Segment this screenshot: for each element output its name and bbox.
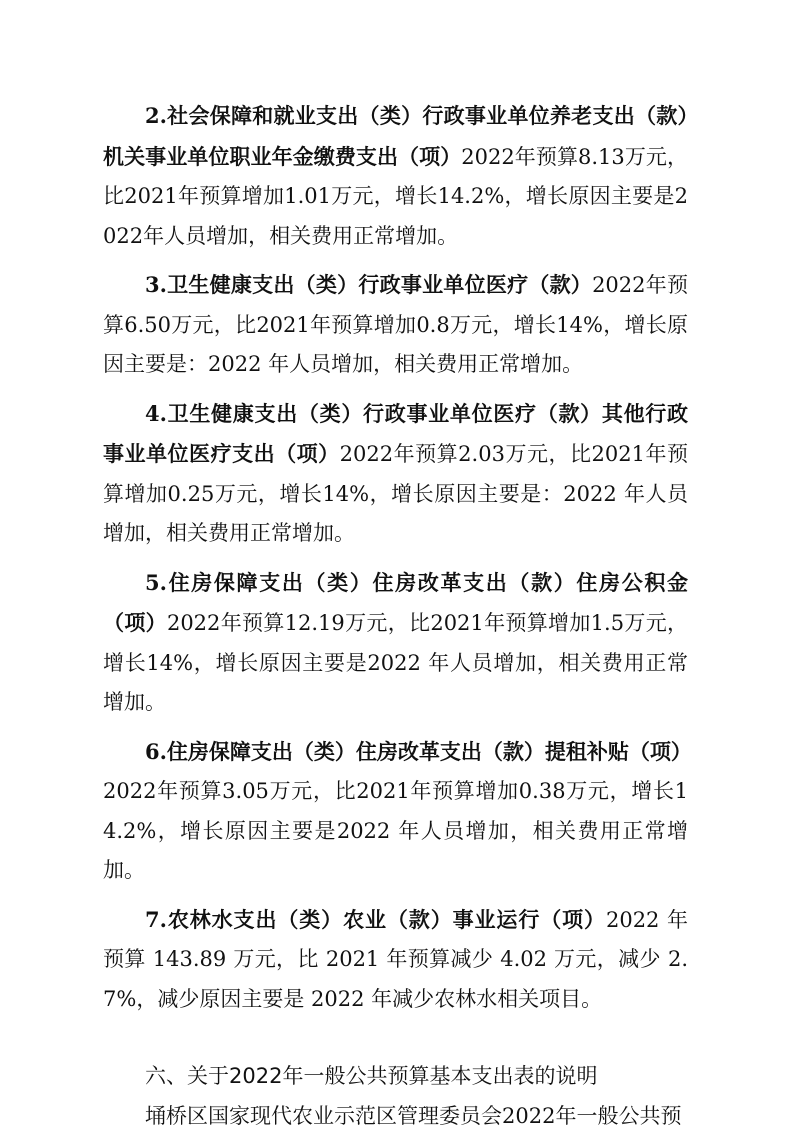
paragraph-item-6 xyxy=(103,732,692,891)
paragraph-body: 2022 年预算 143.89 万元，比 2021 年预算减少 4.02 万元，减少 2.7%，减少原因主要是 2022 年减少农林水相关项目。 xyxy=(103,907,688,1011)
paragraph-heading: 2.社会保障和就业支出（类）行政事业单位养老支出（款）机关事业单位职业年金缴费支出（项） xyxy=(103,103,688,169)
paragraph-body: 2022年预算2.03万元，比2021年预算增加0.25万元，增长14%，增长原因主要是：2022 年人员增加，相关费用正常增加。 xyxy=(103,442,688,545)
paragraph-heading: 3.卫生健康支出（类）行政事业单位医疗（款） xyxy=(145,272,593,297)
paragraph-body: 2022年预算12.19万元，比2021年预算增加1.5万元，增长14%，增长原因主要是2022 年人员增加，相关费用正常增加。 xyxy=(103,611,689,714)
section-intro: 埇桥区国家现代农业示范区管理委员会2022年一般公共预 xyxy=(145,1103,682,1128)
paragraph-body: 2022年预算6.50万元，比2021年预算增加0.8万元，增长14%，增长原因主要是：2022 年人员增加，相关费用正常增加。 xyxy=(103,273,688,376)
paragraph-body: 2022年预算8.13万元，比2021年预算增加1.01万元，增长14.2%，增长原因主要是2022年人员增加，相关费用正常增加。 xyxy=(103,144,689,248)
paragraph-heading: 5.住房保障支出（类）住房改革支出（款）住房公积金（项） xyxy=(103,569,688,635)
section-title: 六、关于2022年一般公共预算基本支出表的说明 xyxy=(145,1064,598,1088)
paragraph-heading: 6.住房保障支出（类）住房改革支出（款）提租补贴（项） xyxy=(145,738,692,764)
paragraph-body: 2022年预算3.05万元，比2021年预算增加0.38万元，增长14.2%，增长原因主要是2022 年人员增加，相关费用正常增加。 xyxy=(103,779,688,882)
paragraph-item-7 xyxy=(103,900,688,1020)
paragraph-item-5 xyxy=(103,563,688,723)
paragraph-heading: 7.农林水支出（类）农业（款）事业运行（项） xyxy=(145,906,606,932)
document-page xyxy=(103,96,692,1145)
paragraph-heading: 4.卫生健康支出（类）行政事业单位医疗（款）其他行政事业单位医疗支出（项） xyxy=(103,400,688,466)
paragraph-item-3 xyxy=(103,265,688,385)
paragraph-item-2 xyxy=(103,96,688,256)
paragraph-item-4 xyxy=(103,394,688,554)
